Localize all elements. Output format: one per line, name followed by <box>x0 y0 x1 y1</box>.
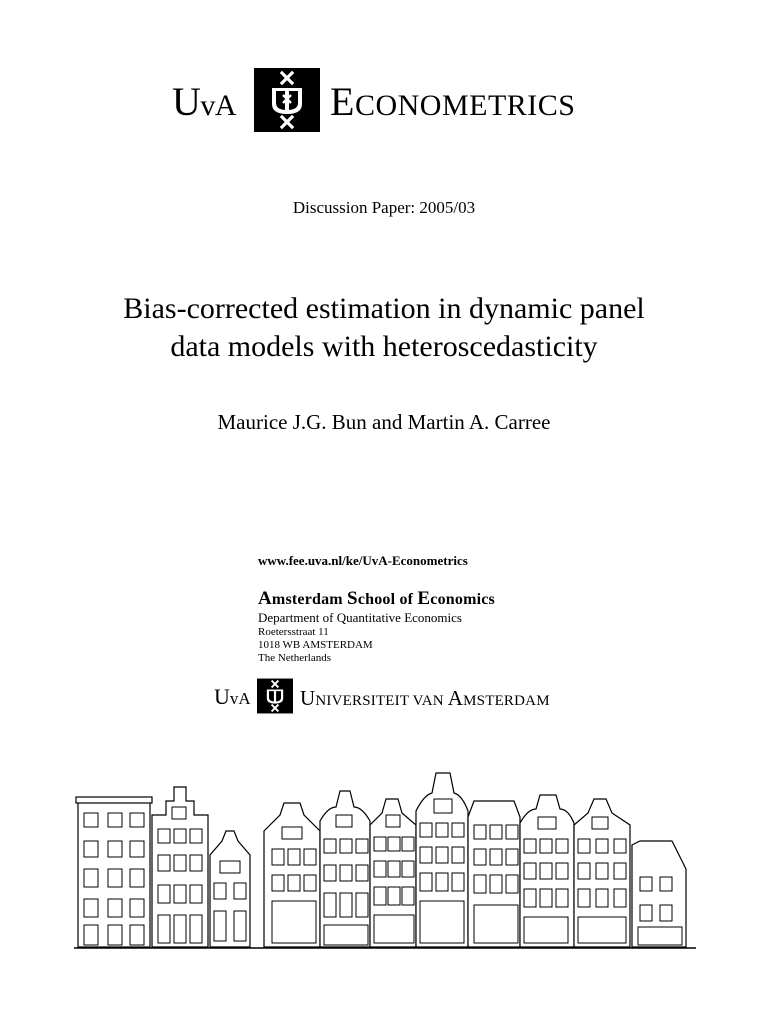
footer-uva-wordmark: UvA <box>214 684 251 709</box>
address-country: The Netherlands <box>258 652 331 664</box>
universiteit-van-amsterdam-logo <box>0 678 768 714</box>
title-line-2: data models with heteroscedasticity <box>170 330 598 363</box>
department-name: Department of Quantitative Economics <box>258 610 462 625</box>
canal-houses-illustration <box>74 765 696 951</box>
uva-econometrics-logo <box>0 68 768 132</box>
logo-econometrics-wordmark: ECONOMETRICS <box>330 79 576 124</box>
footer-university-name: UNIVERSITEIT VAN AMSTERDAM <box>300 686 550 710</box>
uva-seal-icon <box>254 68 320 132</box>
paper-title <box>0 290 768 366</box>
logo-uva-wordmark: UvA <box>172 79 237 124</box>
website-link[interactable]: www.fee.uva.nl/ke/UvA-Econometrics <box>258 553 468 568</box>
discussion-paper-number: Discussion Paper: 2005/03 <box>292 198 476 217</box>
footer-uva-seal-icon <box>257 678 293 714</box>
school-name: Amsterdam School of Economics <box>258 588 495 609</box>
address-street: Roetersstraat 11 <box>258 626 329 638</box>
paper-authors: Maurice J.G. Bun and Martin A. Carree <box>217 410 551 434</box>
address-postcode-city: 1018 WB AMSTERDAM <box>258 639 373 651</box>
title-line-1: Bias-corrected estimation in dynamic panel <box>123 292 645 325</box>
